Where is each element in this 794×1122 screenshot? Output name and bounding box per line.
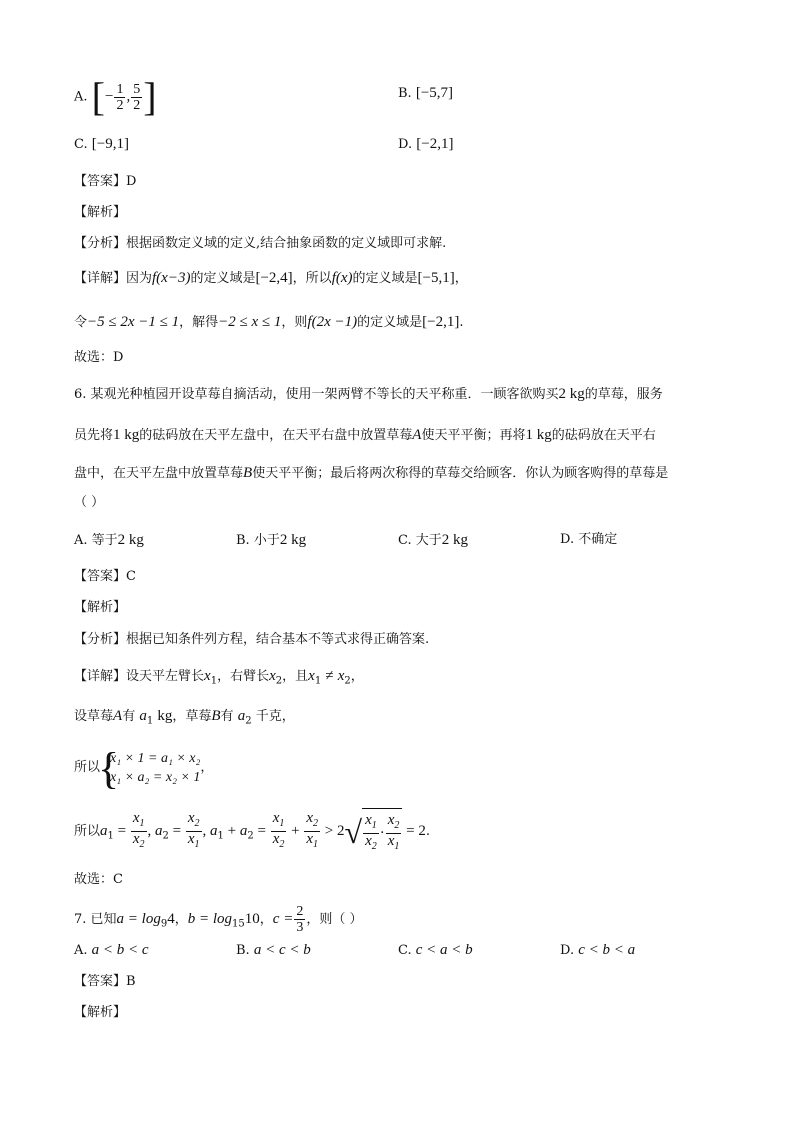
sqrt-expression: √ $\frac{x_1}{x_2}$ · $\frac{x_2}{x_1}$ [345,808,403,855]
q6-option-d: D. 不确定 [560,532,618,547]
q7-stem: 7. 已知$a = \log_94$，$b = \log_{15}10$，c = $\frac{2}{3}$ ，则（ ） [74,904,363,935]
q5-detail: 【详解】因为f(x−3)的定义域是[−2,4]，所以f(x)的定义域是[−5,1]， [74,270,468,286]
q6-fenxi: 【分析】根据已知条件列方程，结合基本不等式求得正确答案. [74,632,430,647]
equation-system: { x₁ × 1 = a₁ × x₂ x₁ × a₂ = x₂ × 1 [98,743,201,793]
q6-stem-line3: 盘中，在天平左盘中放置草莓B使天平平衡；最后将两次称得的草莓交给顾客．你认为顾客购得的草莓是 [74,465,669,481]
q7-option-a: A. a < b < c [74,942,149,958]
q6-jiexi: 【解析】 [74,600,127,615]
q6-stem-line2: 员先将1 kg的砝码放在天平左盘中，在天平右盘中放置草莓A使天平平衡；再将1 kg的砝码放在天平右 [74,427,656,443]
q7-answer: 【答案】B [74,974,136,989]
q6-option-a: A. 等于2 kg [74,532,144,548]
q6-option-b: B. 小于2 kg [236,532,307,548]
q7-option-b: B. a < c < b [236,942,311,958]
q6-stem-line1: 6. 某观光种植园开设草莓自摘活动，使用一架两臂不等长的天平称重．一顾客欲购买2 kg的草莓，服务 [74,386,663,402]
q7-option-c: C. c < a < b [398,942,473,958]
q6-stem-paren: （ ） [74,495,105,510]
q7-option-d: D. c < b < a [560,942,636,958]
q7-jiexi: 【解析】 [74,1005,127,1020]
q6-setup: 设草莓A有 $a_1$ kg，草莓B有 $a_2$ 千克， [74,708,295,727]
q6-answer: 【答案】C [74,569,136,584]
q5-answer: 【答案】D [74,174,137,189]
q5-option-c: C. [−9,1] [74,136,129,152]
q6-system: 所以 { x₁ × 1 = a₁ × x₂ x₁ × a₂ = x₂ × 1 ， [74,743,214,793]
q6-detail: 【详解】设天平左臂长$x_1$，右臂长$x_2$，且$x_1 \ne x_2$， [74,668,364,687]
q5-option-b: B. [−5,7] [398,85,454,101]
q6-choice: 故选：C [74,872,123,887]
q5-optA-frac1: $\frac{1}{2}$ [116,81,124,113]
q5-fenxi: 【分析】根据函数定义域的定义,结合抽象函数的定义域即可求解. [74,236,447,251]
q5-choice: 故选：D [74,350,124,365]
q6-option-c: C. 大于2 kg [398,532,468,548]
q5-jiexi: 【解析】 [74,205,127,220]
q5-detail-line2: 令−5 ≤ 2x −1 ≤ 1，解得−2 ≤ x ≤ 1，则f(2x −1)的定义域是[−2,1]. [74,314,464,330]
q6-result: 所以$a_1$ = $\frac{x_1}{x_2}$ , $a_2$ = $\frac{x_2}{x_1}$ , $a_1 + a_2$ = $\frac{x_1}{x_2}$ + $\frac{x_2}{x_1}$ > 2 √ $\frac{x_1}{x_2}$ · $\frac{x_2}{x_1}$ = 2. [74,808,430,859]
q5-option-a: A. [− $\frac{1}{2}$ , $\frac{5}{2}$ ] [74,74,157,119]
q5-optA-frac2: $\frac{5}{2}$ [133,81,141,113]
q5-option-d: D. [−2,1] [398,136,454,152]
